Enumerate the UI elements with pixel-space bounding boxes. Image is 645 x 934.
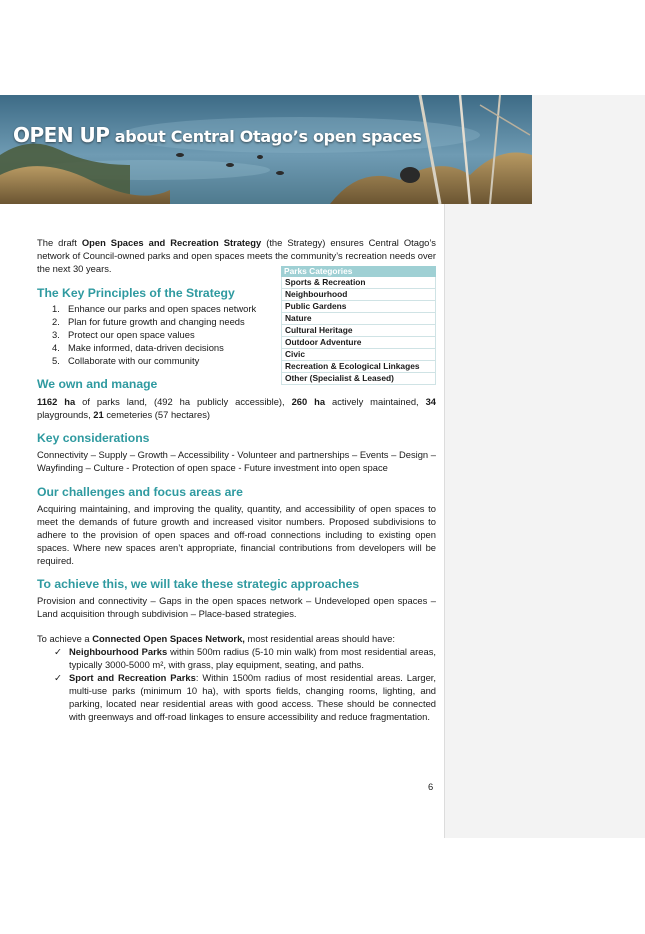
table-row: Other (Specialist & Leased) — [281, 373, 436, 385]
list-number: 3. — [52, 329, 60, 340]
table-row: Nature — [281, 313, 436, 325]
checklist-item — [54, 645, 436, 671]
checkmark-icon: ✓ — [54, 672, 62, 683]
banner-title-big: OPEN UP — [13, 123, 110, 147]
own-value-cemeteries: 21 — [93, 409, 104, 420]
own-value-playgrounds: 34 — [425, 396, 436, 407]
own-text: of parks land, (492 ha publicly accessible), — [75, 396, 292, 407]
list-item — [52, 315, 256, 328]
list-text: Enhance our parks and open spaces network — [68, 303, 257, 314]
challenges-heading: Our challenges and focus areas are — [37, 485, 243, 499]
parks-categories-table — [281, 266, 436, 385]
list-number: 5. — [52, 355, 60, 366]
checklist-bold: Neighbourhood Parks — [69, 646, 168, 657]
list-text: Plan for future growth and changing needs — [68, 316, 245, 327]
table-row: Civic — [281, 349, 436, 361]
network-pre: To achieve a — [37, 633, 93, 644]
table-row: Outdoor Adventure — [281, 337, 436, 349]
own-paragraph — [37, 395, 436, 421]
own-value-parks: 1162 ha — [37, 396, 76, 407]
list-item — [52, 354, 256, 367]
list-number: 4. — [52, 342, 60, 353]
network-bold: Connected Open Spaces Network, — [92, 633, 245, 644]
own-value-maintained: 260 ha — [291, 396, 326, 407]
table-row: Cultural Heritage — [281, 325, 436, 337]
page-number: 6 — [428, 781, 434, 792]
own-heading: We own and manage — [37, 377, 158, 391]
lake-photo — [0, 95, 532, 204]
network-post: most residential areas should have: — [244, 633, 395, 644]
checklist-bold: Sport and Recreation Parks — [69, 672, 196, 683]
intro-pre: The draft — [37, 237, 82, 248]
banner-title-rest: about Central Otago’s open spaces — [109, 127, 422, 146]
list-item — [52, 328, 256, 341]
table-row: Public Gardens — [281, 301, 436, 313]
header-banner — [0, 95, 532, 204]
table-header: Parks Categories — [281, 266, 436, 277]
checklist-item — [54, 671, 436, 723]
checklist-text: within 500m radius (5-10 min walk) from most residential areas, typically 3000-5000 m², with grass, play equipment, seating, and paths. — [69, 646, 436, 670]
table-row: Sports & Recreation — [281, 277, 436, 289]
considerations-heading: Key considerations — [37, 431, 150, 445]
list-text: Protect our open space values — [68, 329, 195, 340]
checkmark-icon: ✓ — [54, 646, 62, 657]
list-number: 1. — [52, 303, 60, 314]
list-number: 2. — [52, 316, 60, 327]
challenges-paragraph: Acquiring maintaining, and improving the quality, quantity, and accessibility of open spaces to meet the demands of future growth and increased visitor numbers. Proposed subdivisions to adhere to the provision of open spaces and off-road connections including to existing open spaces. Where new spaces aren’t appropriate, financial contributions from developers will be required. — [37, 503, 436, 566]
approaches-paragraph: Provision and connectivity – Gaps in the open spaces network – Undeveloped open spaces – Land acquisition through subdivision – Place-based strategies. — [37, 595, 436, 619]
own-text: playgrounds, — [37, 409, 94, 420]
intro-post: (the Strategy) ensures Central Otago’s network of Council-owned parks and open spaces meets the community’s recreation needs over the next 30 years. — [37, 237, 436, 274]
comment-sidebar — [444, 95, 645, 838]
approaches-heading: To achieve this, we will take these strategic approaches — [37, 577, 360, 591]
intro-strategy-name: Open Spaces and Recreation Strategy — [81, 237, 262, 248]
list-item — [52, 302, 256, 315]
table-row: Neighbourhood — [281, 289, 436, 301]
network-intro — [37, 632, 436, 645]
principles-list — [52, 302, 256, 367]
banner-title — [13, 123, 422, 147]
list-text: Make informed, data-driven decisions — [68, 342, 224, 353]
list-text: Collaborate with our community — [68, 355, 200, 366]
principles-heading: The Key Principles of the Strategy — [37, 286, 235, 300]
list-item — [52, 341, 256, 354]
own-text: actively maintained, — [325, 396, 426, 407]
table-row: Recreation & Ecological Linkages — [281, 361, 436, 373]
considerations-paragraph: Connectivity – Supply – Growth – Accessibility - Volunteer and partnerships – Events – Design – Wayfinding – Culture - Protection of open space - Future investment into open space — [37, 449, 436, 473]
own-text: cemeteries (57 hectares) — [103, 409, 211, 420]
checklist-text: : Within 1500m radius of most residential areas. Larger, multi-use parks (minimum 10 ha), with sports fields, changing rooms, lighting, and parking, located near residential areas with good access. These should be connected with greenways and off-road linkages to ensure accessibility and reduce fragmentation. — [69, 672, 436, 722]
